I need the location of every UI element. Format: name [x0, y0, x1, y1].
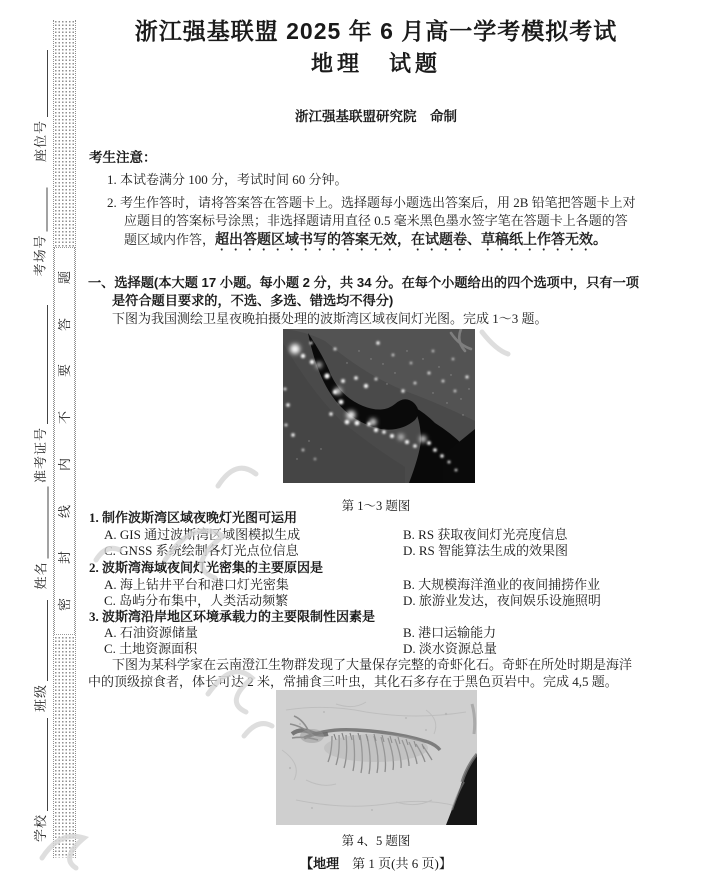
- figure-1-caption: 第 1～3 题图: [341, 499, 411, 513]
- section-1-header-line-2: 是符合题目要求的，不选、多选、错选均不得分): [112, 293, 394, 308]
- notice-item-1: 1. 本试卷满分 100 分，考试时间 60 分钟。: [107, 172, 348, 187]
- field-school: [28, 718, 48, 842]
- question-1-option-b: B. RS 获取夜间灯光亮度信息: [403, 527, 568, 542]
- section-1-header-line-1: 一、选择题(本大题 17 小题。每小题 2 分，共 34 分。在每个小题给出的四个选项中，只有一项: [88, 275, 639, 290]
- seal-text-box: [54, 247, 75, 635]
- satellite-night-lights-image: [283, 329, 475, 483]
- page-footer-page-number: 第 1 页(共 6 页)】: [339, 856, 452, 871]
- notice-item-2-line-2: 应题目的答案标号涂黑；非选择题请用直径 0.5 毫米黑色墨水签字笔在答题卡上各题的答: [124, 213, 628, 228]
- field-seat-number-line: [33, 50, 48, 117]
- field-exam-room-number-label: 考场号: [32, 234, 48, 277]
- field-class: [28, 600, 48, 712]
- notice-item-2-line-3-normal: 题区域内作答，: [124, 232, 216, 247]
- question-2-stem: 2. 波斯湾海域夜间灯光密集的主要原因是: [89, 560, 324, 575]
- question-3-option-b: B. 港口运输能力: [403, 625, 497, 640]
- notice-item-2-line-1: 2. 考生作答时，请将答案答在答题卡上。选择题每小题选出答案后，用 2B 铅笔把答题卡上对: [107, 195, 636, 210]
- field-exam-room-number: [28, 188, 48, 277]
- question-3-option-c: C. 土地资源面积: [104, 641, 198, 656]
- question-3-option-d: D. 淡水资源总量: [403, 641, 497, 656]
- seal-char: 要: [56, 364, 72, 378]
- notice-item-2-line-3: [124, 229, 607, 254]
- figure-2-caption: 第 4、5 题图: [341, 834, 411, 848]
- exam-subtitle: 地理 试题: [310, 51, 441, 76]
- page-footer: [85, 853, 667, 872]
- field-class-line: [33, 600, 48, 681]
- question-3-option-a: A. 石油资源储量: [104, 625, 198, 640]
- seal-char: 题: [56, 270, 72, 284]
- seal-char: 密: [56, 598, 72, 612]
- field-student-name-label: 姓名: [33, 561, 49, 590]
- question-2-option-c: C. 岛屿分布集中，人类活动频繁: [104, 593, 289, 608]
- seal-char: 答: [56, 317, 72, 331]
- field-exam-room-number-line: [33, 188, 48, 232]
- exam-title: 浙江强基联盟 2025 年 6 月高一学考模拟考试: [134, 18, 618, 44]
- page-footer-subject: 【地理: [300, 856, 340, 871]
- seal-strip: [53, 20, 76, 858]
- field-class-label: 班级: [33, 683, 48, 712]
- field-student-name-line: [34, 487, 49, 559]
- field-school-label: 学校: [33, 813, 48, 842]
- seal-char: 封: [56, 551, 72, 565]
- passage-1: 下图为我国测绘卫星夜晚拍摄处理的波斯湾区域夜间灯光图。完成 1～3 题。: [112, 311, 548, 326]
- seal-char: 不: [56, 411, 72, 425]
- seal-char: 内: [56, 457, 72, 471]
- fossil-photo: [276, 690, 477, 825]
- seal-char: 线: [56, 504, 72, 518]
- notice-emphasis: 超出答题区域书写的答案无效，在试题卷、草稿纸上作答无效。: [215, 231, 608, 247]
- field-admission-ticket-number-line: [33, 305, 48, 424]
- field-admission-ticket-number-label: 准考证号: [33, 426, 48, 483]
- question-1-option-c: C. GNSS 系统绘制各灯光点位信息: [104, 543, 299, 558]
- passage-2-line-2: 中的顶级掠食者，体长可达 2 米，常捕食三叶虫，其化石多存在于黑色页岩中。完成 4,5 题。: [88, 674, 618, 689]
- question-3-stem: 3. 波斯湾沿岸地区环境承载力的主要限制性因素是: [89, 609, 376, 624]
- passage-2-line-1: 下图为某科学家在云南澄江生物群发现了大量保存完整的奇虾化石。奇虾在所处时期是海洋: [112, 657, 633, 672]
- notice-heading: 考生注意：: [89, 150, 157, 165]
- question-2-option-b: B. 大规模海洋渔业的夜间捕捞作业: [403, 577, 601, 592]
- field-seat-number-label: 座位号: [33, 119, 48, 162]
- field-school-line: [33, 718, 48, 811]
- question-1-option-d: D. RS 智能算法生成的效果图: [403, 543, 569, 558]
- question-1-option-a: A. GIS 通过波斯湾区域图模拟生成: [104, 527, 301, 542]
- issuer-line: 浙江强基联盟研究院 命制: [295, 109, 457, 124]
- field-admission-ticket-number: [28, 305, 48, 483]
- field-seat-number: [28, 50, 48, 162]
- question-2-option-d: D. 旅游业发达，夜间娱乐设施照明: [403, 593, 601, 608]
- question-1-stem: 1. 制作波斯湾区域夜晚灯光图可运用: [89, 510, 298, 525]
- question-2-option-a: A. 海上钻井平台和港口灯光密集: [104, 577, 289, 592]
- field-student-name: [29, 487, 49, 590]
